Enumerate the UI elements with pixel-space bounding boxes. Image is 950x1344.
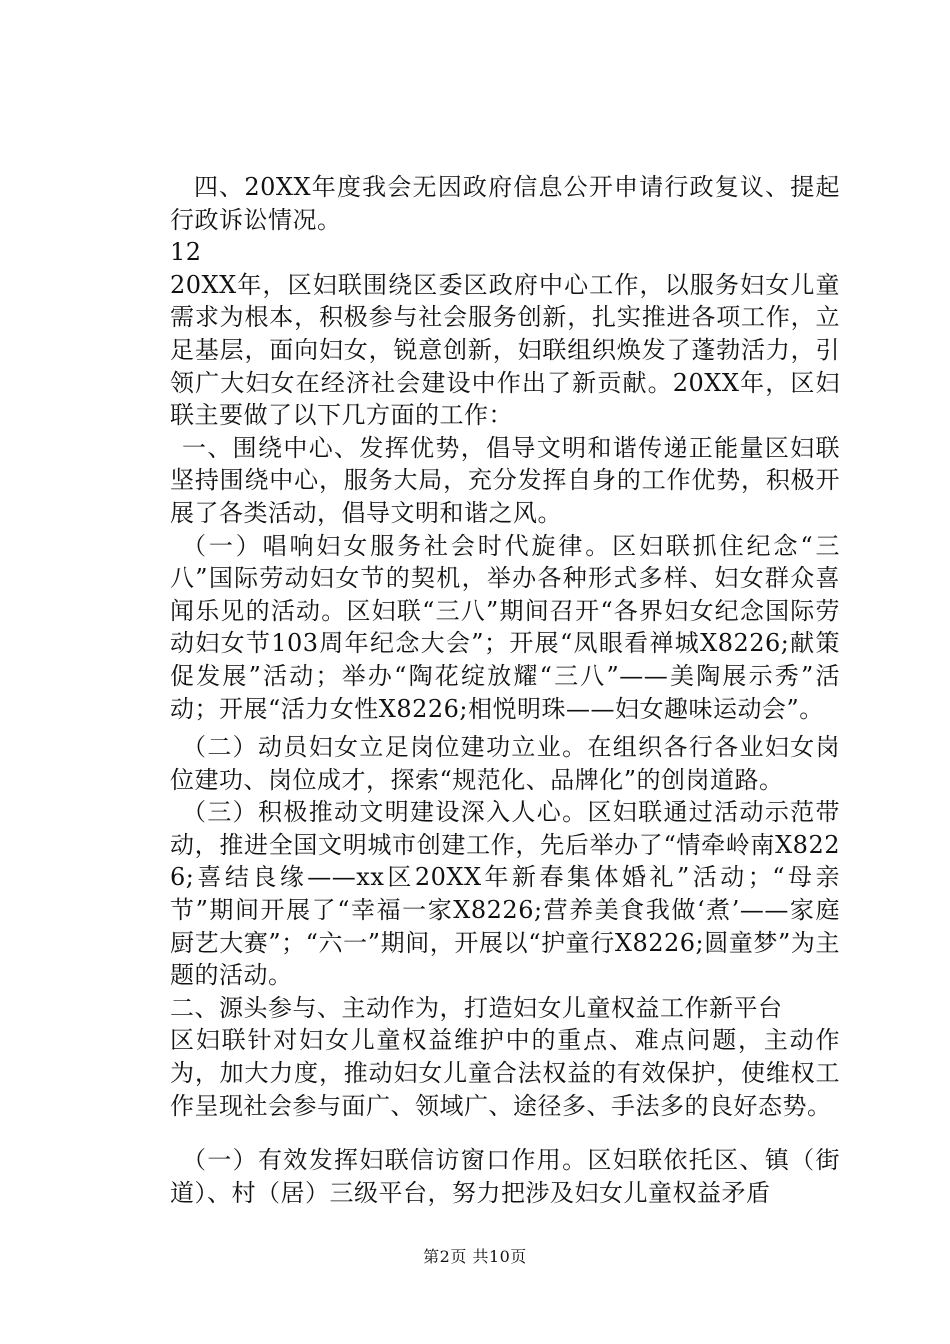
paragraph-subsection-1-3: （三）积极推动文明建设深入人心。区妇联通过活动示范带动，推进全国文明城市创建工作，先后举办了“情牵岭南X8226;喜结良缘——xx区20XX年新春集体婚礼”活动；“母亲节”期间开展了“幸福一家X8226;营养美食我做‘煮’——家庭厨艺大赛”；“六一”期间，开展以“护童行X8226;圆童梦”为主题的活动。 (170, 798, 840, 990)
paragraph-section-one: 一、围绕中心、发挥优势，倡导文明和谐传递正能量区妇联坚持围绕中心，服务大局，充分发挥自身的工作优势，积极开展了各类活动，倡导文明和谐之风。 (170, 433, 840, 527)
document-body (170, 171, 840, 1209)
paragraph-section-two: 二、源头参与、主动作为，打造妇女儿童权益工作新平台 (170, 993, 783, 1022)
paragraph-section-two-body: 区妇联针对妇女儿童权益维护中的重点、难点问题，主动作为，加大力度，推动妇女儿童合法权益的有效保护，使维权工作呈现社会参与面广、领域广、途径多、手法多的良好态势。 (170, 1026, 840, 1120)
paragraph-section-four: 四、20XX年度我会无因政府信息公开申请行政复议、提起行政诉讼情况。 (170, 173, 840, 234)
paragraph-subsection-1-2: （二）动员妇女立足岗位建功立业。在组织各行各业妇女岗位建功、岗位成才，探索“规范化、品牌化”的创岗道路。 (170, 733, 840, 794)
paragraph-intro: 20XX年，区妇联围绕区委区政府中心工作，以服务妇女儿童需求为根本，积极参与社会服务创新，扎实推进各项工作，立足基层，面向妇女，锐意创新，妇联组织焕发了蓬勃活力，引领广大妇女在经济社会建设中作出了新贡献。20XX年，区妇联主要做了以下几方面的工作： (170, 270, 840, 430)
page-footer: 第2页 共10页 (423, 1247, 527, 1266)
paragraph-number: 12 (170, 238, 202, 267)
paragraph-subsection-1-1: （一）唱响妇女服务社会时代旋律。区妇联抓住纪念“三八”国际劳动妇女节的契机，举办各种形式多样、妇女群众喜闻乐见的活动。区妇联“三八”期间召开“各界妇女纪念国际劳动妇女节103周年纪念大会”；开展“凤眼看禅城X8226;献策促发展”活动；举办“陶花绽放耀“三八”——美陶展示秀”活动；开展“活力女性X8226;相悦明珠——妇女趣味运动会”。 (170, 531, 840, 723)
paragraph-subsection-2-1: （一）有效发挥妇联信访窗口作用。区妇联依托区、镇（街道）、村（居）三级平台，努力把涉及妇女儿童权益矛盾 (170, 1146, 840, 1207)
